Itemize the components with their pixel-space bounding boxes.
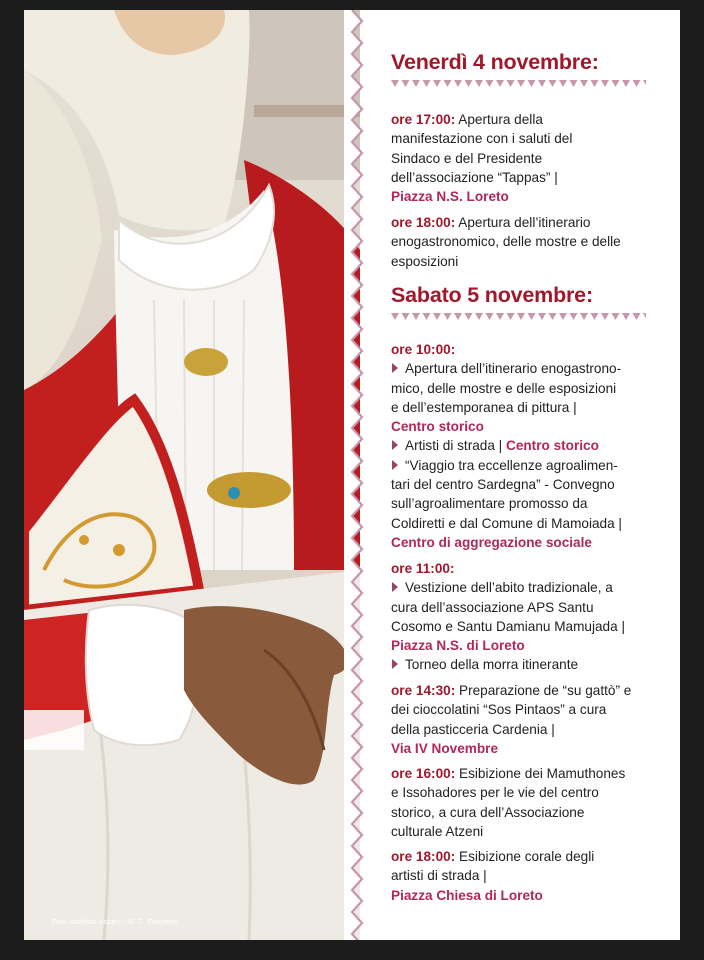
triangle-mark — [570, 313, 578, 320]
triangle-mark — [601, 80, 609, 87]
triangle-mark — [591, 313, 599, 320]
triangle-mark — [486, 313, 494, 320]
bullet-triangle-icon — [392, 363, 398, 373]
triangle-mark — [454, 80, 462, 87]
event-time: ore 18:00: — [391, 215, 456, 230]
triangle-mark — [412, 313, 420, 320]
bullet-triangle-icon — [392, 460, 398, 470]
costume-photo — [24, 10, 360, 940]
event-place: Centro storico — [391, 419, 484, 435]
triangle-mark — [622, 80, 630, 87]
event-item: ore 10:00: Apertura dell’itinerario enogastrono- mico, delle mostre e delle esposizioni e dell’estemporanea di pittura | Centro storico Artisti di strada | Centro storico “Viaggio tra eccellenze agroalimen- tari del centro Sardegna” - Convegno sull’agroalimentare promosso da Coldiretti e dal Comune di Mamoiada | Centro di aggregazione sociale — [391, 340, 661, 552]
event-poster — [24, 10, 680, 940]
triangle-mark — [517, 313, 525, 320]
event-place: Centro di aggregazione sociale — [391, 534, 592, 550]
triangle-mark — [538, 80, 546, 87]
triangle-mark — [433, 313, 441, 320]
triangle-mark — [559, 313, 567, 320]
event-item: ore 14:30: Preparazione de “su gattò” e dei cioccolatini “Sos Pintaos” a cura della pasticceria Cardenia | Via IV Novembre — [391, 681, 661, 758]
triangle-mark — [580, 313, 588, 320]
triangle-mark — [507, 313, 515, 320]
event-place: Piazza N.S. Loreto — [391, 189, 509, 205]
triangle-mark — [391, 80, 399, 87]
triangle-mark — [475, 313, 483, 320]
event-item: ore 16:00: Esibizione dei Mamuthones e Issohadores per le vie del centro storico, a cura dell’Associazione culturale Atzeni — [391, 766, 626, 839]
triangle-mark — [402, 313, 410, 320]
triangle-mark — [528, 313, 536, 320]
triangle-mark — [444, 80, 452, 87]
photo-credit: Foto Archivio Aspen - M. C. Folchetti — [52, 917, 177, 926]
triangle-mark — [517, 80, 525, 87]
triangle-mark — [454, 313, 462, 320]
bullet-triangle-icon — [392, 582, 398, 592]
zigzag-divider — [344, 10, 364, 940]
triangle-mark — [475, 80, 483, 87]
triangle-mark — [570, 80, 578, 87]
triangle-mark — [559, 80, 567, 87]
triangle-mark — [391, 313, 399, 320]
event-place: Piazza Chiesa di Loreto — [391, 887, 543, 903]
event-time: ore 18:00: — [391, 849, 456, 864]
day-title-venerdi: Venerdì 4 novembre: — [391, 50, 599, 74]
triangle-mark — [465, 80, 473, 87]
event-item: ore 18:00: Esibizione corale degli artisti di strada | Piazza Chiesa di Loreto — [391, 847, 661, 905]
triangle-border-decoration — [391, 80, 646, 90]
triangle-mark — [591, 80, 599, 87]
triangle-mark — [423, 80, 431, 87]
triangle-mark — [538, 313, 546, 320]
event-item: ore 18:00: Apertura dell’itinerario enogastronomico, delle mostre e delle esposizioni — [391, 215, 621, 269]
event-place: Via IV Novembre — [391, 740, 499, 756]
day-title-sabato: Sabato 5 novembre: — [391, 283, 593, 307]
triangle-mark — [633, 80, 641, 87]
triangle-mark — [412, 80, 420, 87]
triangle-mark — [622, 313, 630, 320]
event-time: ore 14:30: — [391, 683, 456, 698]
triangle-mark — [402, 80, 410, 87]
bullet-triangle-icon — [392, 659, 398, 669]
triangle-mark — [496, 80, 504, 87]
triangle-mark — [612, 80, 620, 87]
event-time: ore 16:00: — [391, 766, 456, 781]
event-time: ore 10:00: — [391, 342, 456, 357]
triangle-mark — [643, 80, 646, 87]
triangle-mark — [643, 313, 646, 320]
costume-illustration — [24, 10, 360, 940]
triangle-mark — [433, 80, 441, 87]
triangle-mark — [549, 313, 557, 320]
event-place: Centro storico — [506, 438, 599, 454]
triangle-mark — [601, 313, 609, 320]
triangle-mark — [528, 80, 536, 87]
event-time: ore 11:00: — [391, 561, 455, 576]
triangle-mark — [465, 313, 473, 320]
triangle-mark — [549, 80, 557, 87]
triangle-mark — [486, 80, 494, 87]
event-place: Piazza N.S. di Loreto — [391, 638, 525, 654]
event-item: ore 17:00: Apertura della manifestazione con i saluti del Sindaco e del Presidente dell’associazione “Tappas” | Piazza N.S. Loreto — [391, 110, 661, 206]
triangle-mark — [423, 313, 431, 320]
triangle-mark — [496, 313, 504, 320]
triangle-mark — [633, 313, 641, 320]
bullet-triangle-icon — [392, 440, 398, 450]
triangle-mark — [444, 313, 452, 320]
triangle-mark — [507, 80, 515, 87]
triangle-mark — [580, 80, 588, 87]
triangle-mark — [612, 313, 620, 320]
event-time: ore 17:00: — [391, 112, 456, 127]
triangle-border-decoration — [391, 313, 646, 323]
event-item: ore 11:00: Vestizione dell’abito tradizionale, a cura dell’associazione APS Santu Cosomo e Santu Damianu Mamujada | Piazza N.S. di Loreto Torneo della morra itinerante — [391, 559, 661, 675]
